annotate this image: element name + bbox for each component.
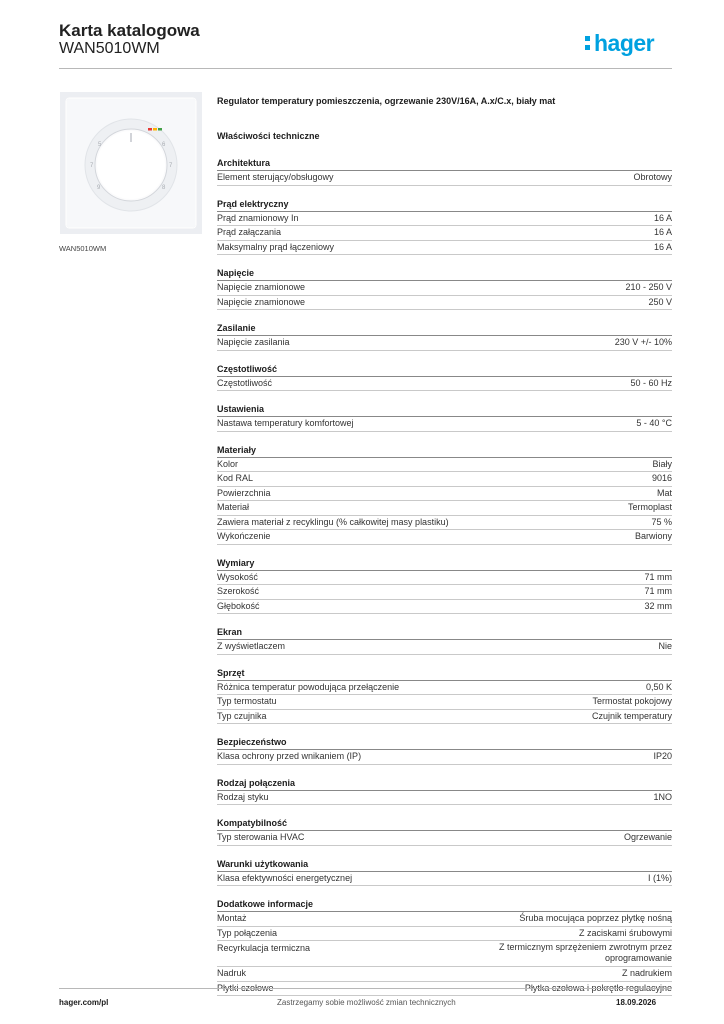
section-heading: Sprzęt	[217, 667, 672, 681]
spec-row	[217, 281, 672, 296]
spec-row	[217, 912, 672, 927]
spec-row	[217, 472, 672, 487]
spec-label: Z wyświetlaczem	[217, 641, 286, 651]
spec-value: 1NO	[653, 791, 672, 802]
section-heading: Ekran	[217, 626, 672, 640]
product-code: WAN5010WM	[59, 40, 160, 57]
spec-section	[217, 777, 672, 806]
spec-section	[217, 363, 672, 392]
spec-value: 16 A	[653, 212, 672, 223]
spec-label: Materiał	[217, 502, 250, 512]
section-heading: Kompatybilność	[217, 817, 672, 831]
spec-label: Napięcie znamionowe	[217, 296, 306, 307]
spec-value: 50 - 60 Hz	[630, 377, 672, 388]
spec-label: Klasa efektywności energetycznej	[217, 872, 353, 883]
spec-row	[217, 458, 672, 473]
spec-row	[217, 377, 672, 392]
spec-value: Płytka czołowa i pokrętło regulacyjne	[524, 982, 672, 993]
spec-value: 16 A	[653, 241, 672, 252]
spec-row	[217, 296, 672, 311]
spec-row	[217, 212, 672, 227]
spec-label: Rodzaj styku	[217, 791, 269, 802]
spec-value: Śruba mocująca poprzez płytkę nośną	[519, 913, 672, 923]
spec-label: Napięcie zasilania	[217, 337, 290, 347]
spec-section	[217, 198, 672, 256]
tech-properties-title: Właściwości techniczne	[217, 131, 320, 141]
spec-row	[217, 927, 672, 942]
section-heading: Architektura	[217, 157, 672, 171]
spec-section	[217, 322, 672, 351]
spec-value: Mat	[656, 487, 672, 498]
spec-row	[217, 530, 672, 545]
spec-section	[217, 267, 672, 310]
spec-row	[217, 417, 672, 432]
spec-section	[217, 667, 672, 725]
spec-section	[217, 444, 672, 545]
section-heading: Materiały	[217, 444, 672, 458]
spec-label: Montaż	[217, 913, 247, 923]
spec-value: Termostat pokojowy	[592, 696, 672, 706]
spec-label: Typ czujnika	[217, 710, 267, 721]
dial-mark: 8	[162, 185, 166, 191]
spec-section	[217, 557, 672, 615]
section-heading: Zasilanie	[217, 322, 672, 336]
spec-value: Z termicznym sprzężeniem zwrotnym przez oprogramowanie	[498, 942, 672, 963]
spec-value: 210 - 250 V	[625, 282, 672, 292]
section-heading: Napięcie	[217, 267, 672, 281]
spec-row	[217, 226, 672, 241]
section-heading: Bezpieczeństwo	[217, 736, 672, 750]
section-heading: Rodzaj połączenia	[217, 777, 672, 791]
spec-row	[217, 695, 672, 710]
spec-label: Klasa ochrony przed wnikaniem (IP)	[217, 751, 362, 761]
spec-row	[217, 967, 672, 982]
dial-mark: 9	[97, 185, 101, 191]
spec-section	[217, 736, 672, 765]
spec-value: Biały	[652, 458, 672, 469]
spec-row	[217, 571, 672, 586]
spec-value: Termoplast	[627, 502, 672, 512]
product-description: Regulator temperatury pomieszczenia, ogrzewanie 230V/16A, A.x/C.x, biały mat	[217, 96, 556, 106]
spec-value: 0,50 K	[645, 681, 672, 692]
section-heading: Ustawienia	[217, 403, 672, 417]
spec-label: Typ połączenia	[217, 927, 278, 938]
spec-label: Nastawa temperatury komfortowej	[217, 418, 354, 428]
spec-value: Nie	[658, 641, 672, 651]
spec-value: 16 A	[653, 227, 672, 237]
spec-value: Czujnik temperatury	[591, 710, 672, 721]
spec-value: 32 mm	[644, 600, 672, 611]
spec-label: Częstotliwość	[217, 377, 273, 388]
spec-value: Z zaciskami śrubowymi	[578, 927, 672, 938]
dial-mark: 7	[90, 163, 94, 169]
spec-value: IP20	[653, 751, 672, 761]
spec-label: Szerokość	[217, 586, 260, 596]
spec-row	[217, 501, 672, 516]
spec-label: Maksymalny prąd łączeniowy	[217, 241, 335, 252]
spec-value: 250 V	[648, 296, 672, 307]
spec-row	[217, 872, 672, 887]
spec-label: Wykończenie	[217, 531, 271, 541]
section-heading: Częstotliwość	[217, 363, 672, 377]
dial-mark: 7	[169, 163, 173, 169]
spec-label: Zawiera materiał z recyklingu (% całkowitej masy plastiku)	[217, 516, 449, 527]
image-caption: WAN5010WM	[59, 244, 107, 253]
footer-divider	[59, 988, 672, 989]
spec-value: 5 - 40 °C	[636, 418, 672, 428]
spec-section	[217, 817, 672, 846]
spec-value: Obrotowy	[633, 172, 672, 182]
spec-label: Wysokość	[217, 571, 258, 582]
spec-label: Element sterujący/obsługowy	[217, 172, 334, 182]
spec-row	[217, 585, 672, 600]
spec-row	[217, 791, 672, 806]
status-led-amber	[153, 128, 157, 131]
spec-row	[217, 831, 672, 846]
spec-label: Napięcie znamionowe	[217, 282, 306, 292]
section-heading: Prąd elektryczny	[217, 198, 672, 212]
header-divider	[59, 68, 672, 69]
spec-row	[217, 640, 672, 655]
document-title: Karta katalogowa	[59, 21, 200, 40]
spec-value: 9016	[651, 473, 672, 483]
spec-value: Z nadrukiem	[621, 968, 672, 978]
status-led-green	[158, 128, 162, 131]
status-led-red	[148, 128, 152, 131]
section-heading: Warunki użytkowania	[217, 858, 672, 872]
thermostat-illustration	[60, 92, 202, 234]
spec-row	[217, 516, 672, 531]
spec-section	[217, 403, 672, 432]
spec-value: 75 %	[651, 516, 672, 527]
spec-value: Barwiony	[634, 531, 672, 541]
spec-label: Różnica temperatur powodująca przełączenie	[217, 681, 400, 692]
spec-content	[217, 96, 672, 996]
spec-label: Prąd załączania	[217, 227, 282, 237]
footer-date: 18.09.2026	[616, 998, 657, 1007]
spec-label: Powierzchnia	[217, 487, 271, 498]
spec-row	[217, 487, 672, 502]
spec-row	[217, 171, 672, 186]
spec-row	[217, 750, 672, 765]
footer-disclaimer: Zastrzegamy sobie możliwość zmian technicznych	[277, 998, 456, 1007]
dial-mark: 6	[162, 142, 166, 148]
spec-label: Nadruk	[217, 968, 247, 978]
spec-section	[217, 157, 672, 186]
spec-section	[217, 898, 672, 996]
section-heading: Dodatkowe informacje	[217, 898, 672, 912]
spec-row	[217, 241, 672, 256]
spec-sections	[217, 157, 672, 996]
spec-row	[217, 336, 672, 351]
spec-row	[217, 600, 672, 615]
spec-label: Kod RAL	[217, 473, 254, 483]
spec-section	[217, 858, 672, 887]
spec-label: Płytki czołowe	[217, 982, 274, 993]
spec-value: I (1%)	[647, 872, 672, 883]
spec-label: Prąd znamionowy In	[217, 212, 299, 223]
spec-row	[217, 710, 672, 725]
footer-website: hager.com/pl	[59, 998, 109, 1007]
product-image	[60, 92, 202, 234]
spec-value: 71 mm	[644, 586, 672, 596]
spec-value: 71 mm	[644, 571, 672, 582]
hager-logo	[594, 30, 654, 57]
spec-value: 230 V +/- 10%	[614, 337, 672, 347]
spec-label: Głębokość	[217, 600, 260, 611]
spec-value: Ogrzewanie	[623, 832, 672, 842]
logo-colon-mark	[585, 36, 591, 50]
spec-label: Typ sterowania HVAC	[217, 832, 305, 842]
spec-section	[217, 626, 672, 655]
spec-label: Typ termostatu	[217, 696, 277, 706]
section-heading: Wymiary	[217, 557, 672, 571]
spec-row	[217, 681, 672, 696]
logo-text: hager	[594, 30, 655, 56]
dial-mark: 5	[98, 142, 102, 148]
spec-label: Recyrkulacja termiczna	[217, 943, 311, 953]
spec-row	[217, 941, 672, 967]
spec-label: Kolor	[217, 458, 239, 469]
